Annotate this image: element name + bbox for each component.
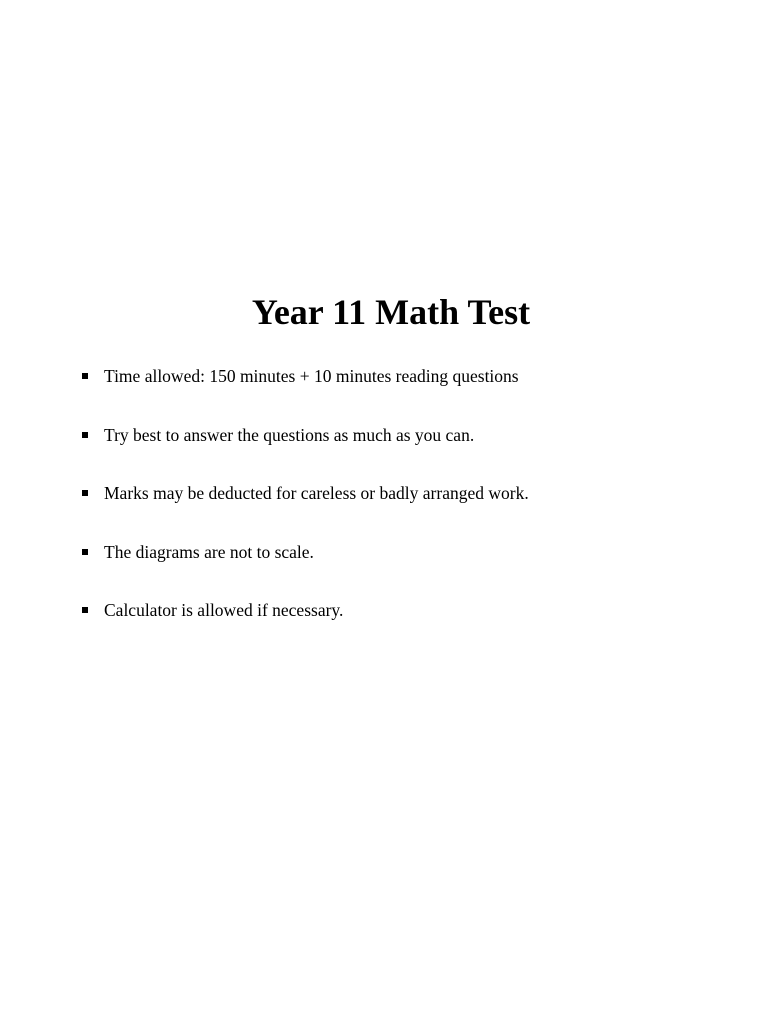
- square-bullet-icon: [82, 432, 88, 438]
- square-bullet-icon: [82, 607, 88, 613]
- square-bullet-icon: [82, 373, 88, 379]
- list-item: [80, 540, 720, 564]
- page-title: Year 11 Math Test: [251, 292, 531, 332]
- instruction-text: Try best to answer the questions as much as you can.: [104, 424, 475, 445]
- square-bullet-icon: [82, 549, 88, 555]
- list-item: [80, 598, 720, 622]
- instruction-text: Time allowed: 150 minutes + 10 minutes reading questions: [104, 366, 519, 386]
- instruction-text: The diagrams are not to scale.: [104, 541, 314, 562]
- instructions-list: [80, 364, 720, 657]
- list-item: [80, 364, 720, 388]
- instruction-text: Calculator is allowed if necessary.: [104, 600, 344, 620]
- square-bullet-icon: [82, 490, 88, 496]
- list-item: [80, 423, 720, 447]
- instruction-text: Marks may be deducted for careless or badly arranged work.: [104, 483, 529, 503]
- list-item: [80, 481, 720, 505]
